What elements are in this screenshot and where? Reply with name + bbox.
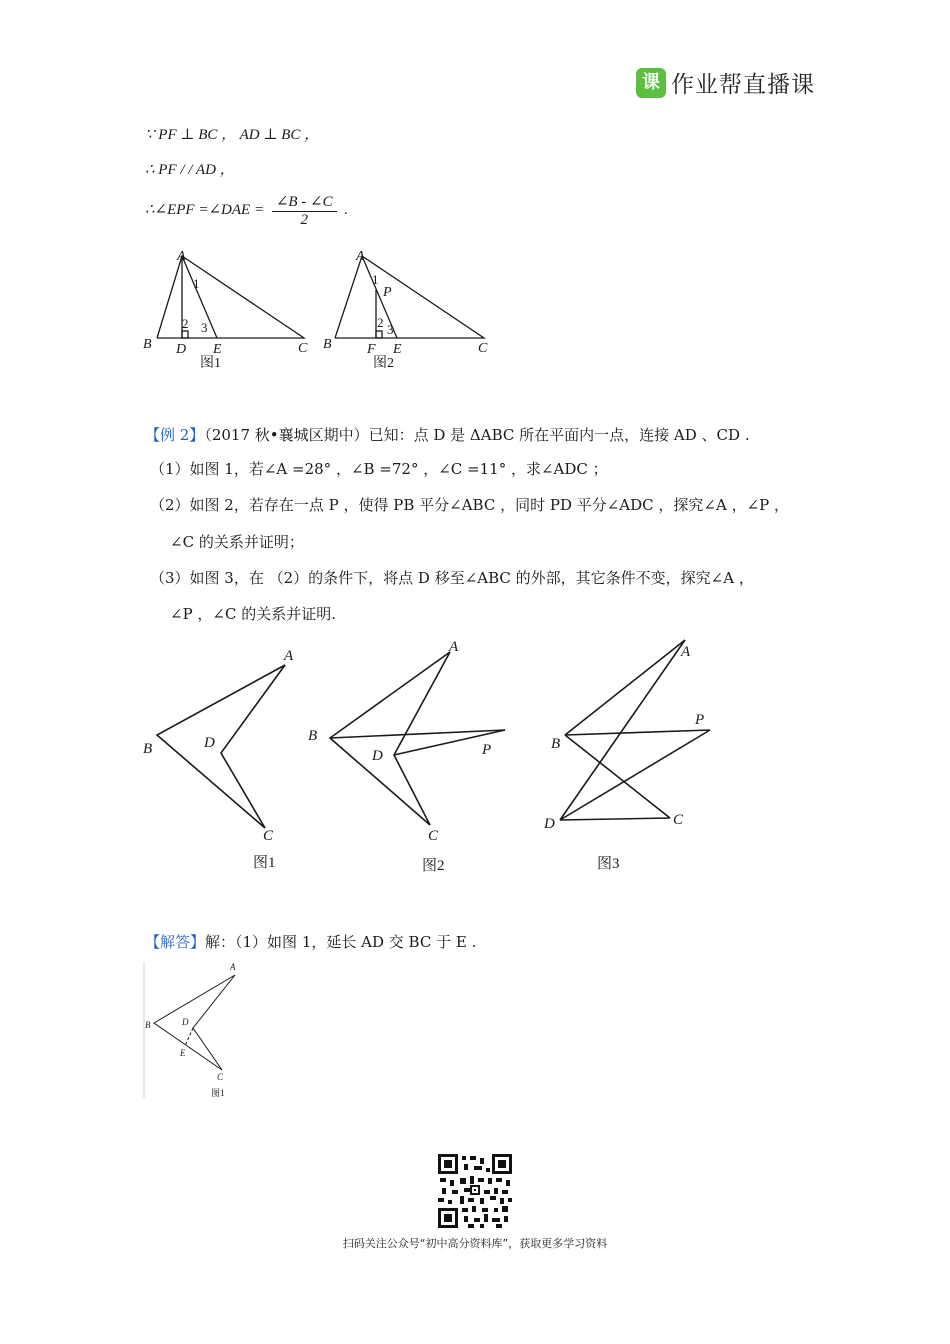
proof-line-3-lhs: ∴∠EPF =∠DAE = [145,201,265,218]
example-intro-line [145,424,750,445]
answer-figure [140,958,250,1103]
ex-fig3-label-A: A [681,644,691,660]
fig1-angle-2: 2 [182,316,189,331]
ex-fig1-label-D: D [204,735,215,751]
ex-fig3-label-D: D [544,816,555,832]
fig2-label-A: A [356,249,365,264]
ans-fig-label-D: D [182,1017,189,1027]
ans-fig-label-B: B [145,1020,151,1030]
fraction-denominator: 2 [300,212,308,228]
proof-line-3 [145,192,348,229]
fig2-triangle [335,256,484,338]
ex-fig3-line-AB [565,640,685,735]
proof-line-2: ∴ PF / / AD ， [145,162,235,178]
ans-fig-shape [154,975,235,1070]
ex-fig3-line-AD [560,640,685,820]
ex-fig2-label-C: C [428,828,439,844]
ans-fig-label-A: A [230,962,236,972]
footer-text: 扫码关注公众号“初中高分资料库”，获取更多学习资料 [342,1237,608,1250]
logo-icon: 课 [636,68,666,98]
ex-fig3-line-DC [560,818,670,820]
fig2-label-C: C [478,341,488,356]
ex-fig3-line-DP [560,730,710,820]
ex-fig1-shape [157,665,285,828]
fraction [272,192,337,229]
fig1-label-B: B [143,337,152,352]
fig1-label-C: C [298,341,308,356]
fraction-numerator: ∠B - ∠C [272,192,337,212]
fig2-label-B: B [323,337,332,352]
ex-fig2-label-P: P [482,742,492,758]
fig1-angle-3: 3 [201,320,208,335]
fig2-label-E: E [393,342,402,357]
ex-fig2-label-B: B [308,728,318,744]
fig2-angle-3: 3 [387,322,394,337]
ex-fig1-label-A: A [284,648,294,664]
ex-fig2-shape [330,652,450,825]
ex-fig2-label-A: A [449,639,459,655]
fig1-label-D: D [176,342,187,357]
proof-line-3-end: . [344,201,349,218]
fig1-right-angle [182,331,188,338]
question-3b: ∠P ，∠C 的关系并证明. [170,605,337,623]
fig2-angle-2: 2 [377,315,384,330]
ans-fig-label-C: C [217,1072,224,1082]
fig1-angle-1: 1 [193,276,200,291]
fig2-angle-1: 1 [372,272,379,287]
qr-code-icon [438,1154,512,1228]
ex-fig1-caption: 图1 [253,855,276,871]
top-figures [140,248,500,373]
question-3a: （3）如图 3，在 （2）的条件下，将点 D 移至∠ABC 的外部，其它条件不变，探究∠A ， [150,569,754,587]
ex-fig3-label-C: C [673,812,684,828]
ans-fig-label-E: E [180,1048,186,1058]
ex-fig1-label-B: B [143,741,153,757]
ex-fig3-line-BP [565,730,710,735]
proof-line-1: ∵ PF ⊥ BC ， AD ⊥ BC ， [145,127,320,143]
ex-fig3-line-BC [565,735,670,818]
question-2b: ∠C 的关系并证明； [170,533,304,551]
ex-fig2-label-D: D [372,748,383,764]
example-figures [140,630,730,880]
answer-text: 解：（1）如图 1，延长 AD 交 BC 于 E . [205,933,477,951]
question-1: （1）如图 1，若∠A =28° ，∠B =72° ，∠C =11° ，求∠ADC ； [150,460,608,478]
answer-tag: 【解答】 [145,933,206,951]
fig2-label-F: F [367,342,376,357]
fig1-label-E: E [213,342,222,357]
ex-fig3-label-P: P [695,712,705,728]
ans-fig-caption: 图1 [211,1088,225,1098]
ex-fig2-line-BP [330,730,505,738]
ex-fig2-caption: 图2 [422,858,445,874]
fig1-caption: 图1 [200,356,221,371]
fig1-triangle [157,256,304,338]
brand-name: 作业帮直播课 [671,72,815,98]
fig1-label-A: A [177,249,186,264]
answer-line [145,931,476,952]
fig2-label-P: P [383,285,392,300]
ex-fig1-label-C: C [263,828,274,844]
fig2-caption: 图2 [373,356,394,371]
ex-fig3-caption: 图3 [597,856,620,872]
example-tag: 【例 2】 [145,426,205,444]
fig2-right-angle [376,331,382,338]
example-intro: （2017 秋•襄城区期中）已知：点 D 是 ΔABC 所在平面内一点，连接 AD 、CD . [204,426,750,444]
question-2a: （2）如图 2，若存在一点 P ，使得 PB 平分∠ABC ，同时 PD 平分∠ADC ，探究∠A ，∠P ， [150,496,790,514]
ans-fig-extension [185,1028,193,1046]
ex-fig3-label-B: B [551,736,561,752]
